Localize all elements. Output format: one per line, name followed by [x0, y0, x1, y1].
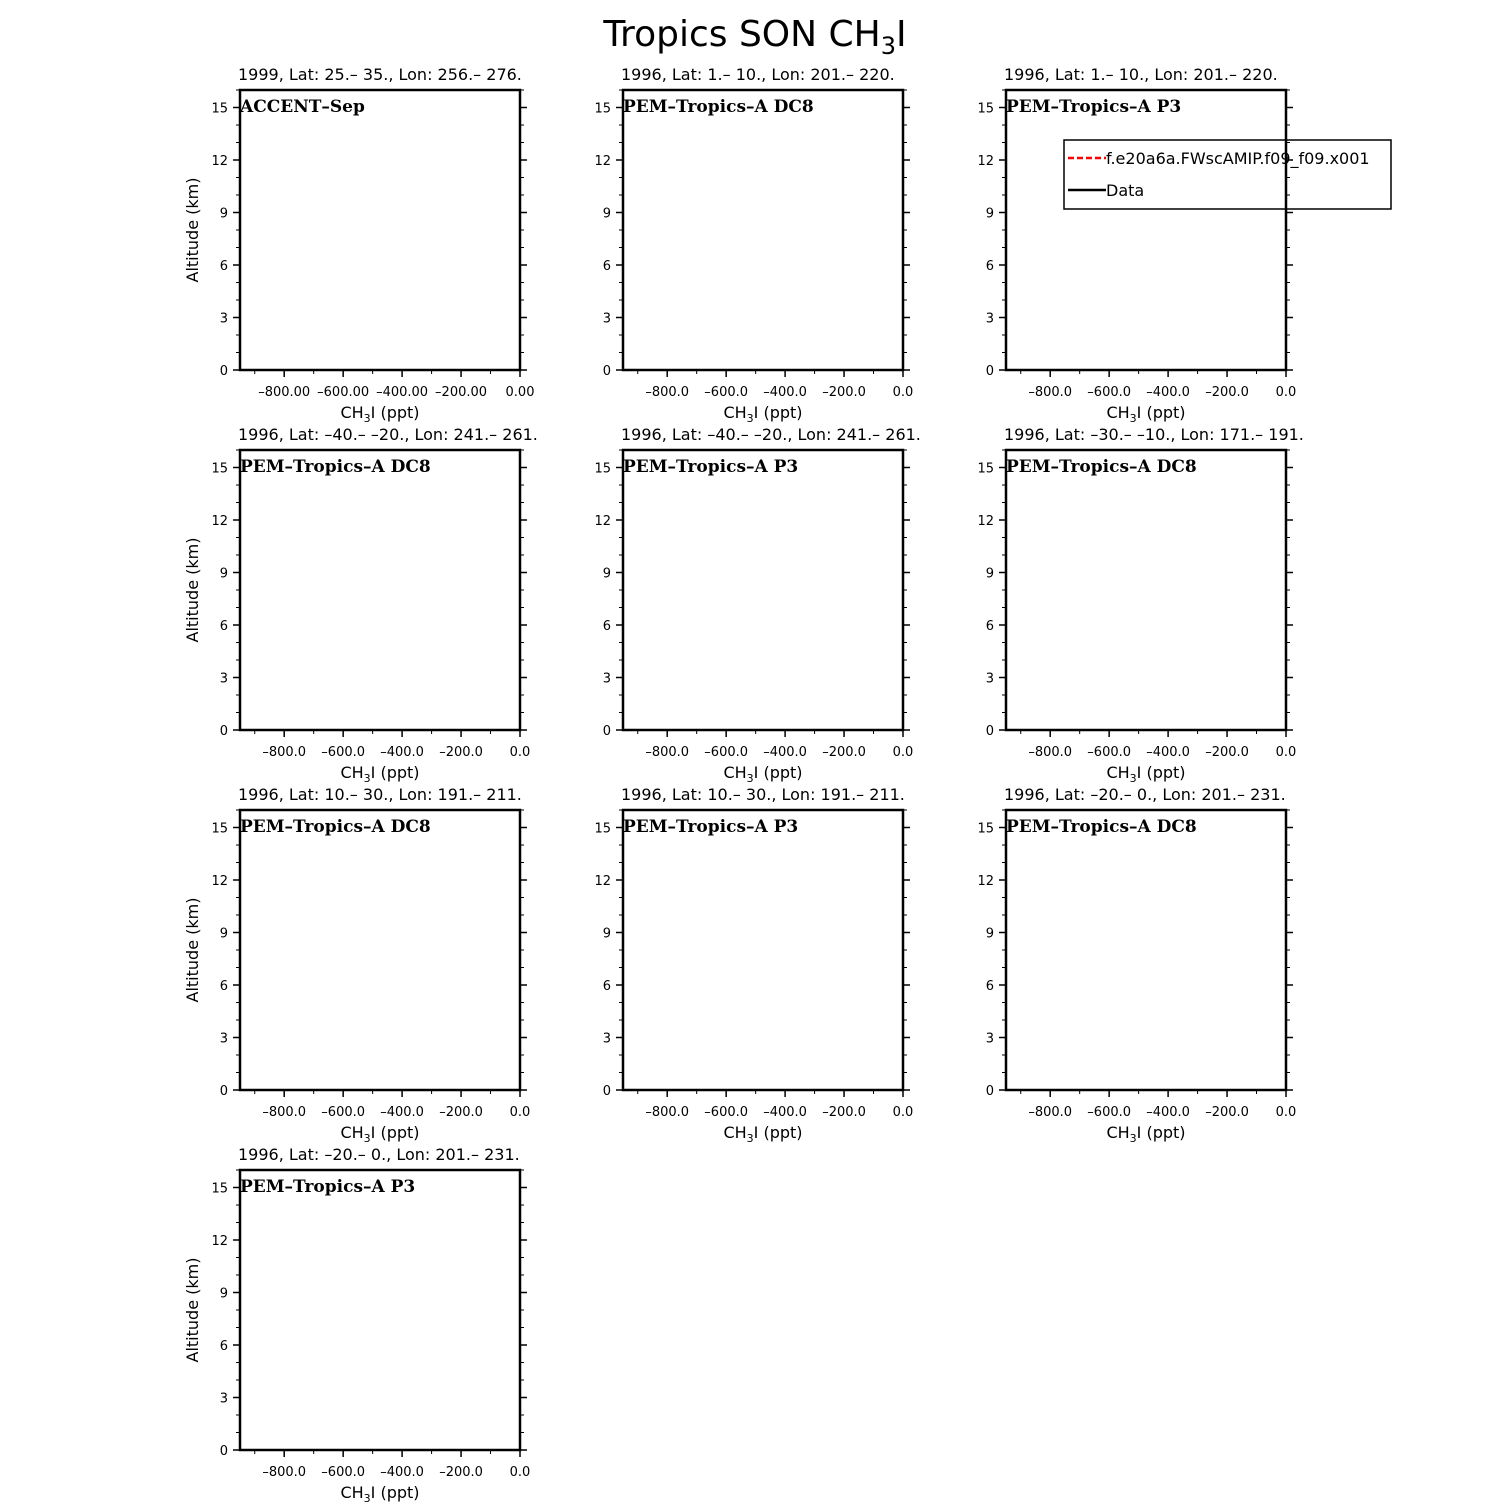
profile-panel [183, 425, 538, 785]
y-tick-label: 0 [985, 364, 994, 379]
y-tick-label: 15 [211, 101, 228, 117]
y-tick-label: 3 [602, 1031, 611, 1047]
panel-header: 1996, Lat: –30.– –10., Lon: 171.– 191. [1004, 425, 1304, 444]
x-tick-label: –200.0 [439, 745, 483, 760]
y-tick-label: 12 [211, 874, 228, 889]
profile-panel [977, 65, 1296, 425]
y-tick-label: 15 [211, 1181, 228, 1197]
x-tick-label: 0.0 [509, 1465, 531, 1480]
profile-panel [594, 785, 913, 1145]
x-tick-label: –800.0 [262, 1105, 307, 1120]
profile-panel [594, 65, 913, 425]
y-tick-label: 12 [977, 874, 994, 889]
panel-header: 1999, Lat: 25.– 35., Lon: 256.– 276. [238, 65, 522, 84]
y-tick-label: 3 [219, 311, 228, 327]
y-tick-label: 9 [602, 926, 611, 942]
x-tick-label: –600.0 [704, 745, 749, 760]
y-tick-label: 3 [219, 1031, 228, 1047]
y-tick-label: 0 [602, 364, 611, 379]
x-tick-label: –800.0 [262, 745, 307, 760]
x-axis-label: $CH_3I$ (ppt) [723, 1123, 803, 1145]
y-tick-label: 15 [594, 461, 611, 477]
plot-frame [1006, 90, 1286, 370]
x-axis-label: $CH_3I$ (ppt) [340, 1123, 420, 1145]
y-tick-label: 6 [219, 259, 228, 274]
y-tick-label: 6 [219, 1339, 228, 1354]
x-tick-label: –800.0 [645, 385, 690, 400]
y-tick-label: 9 [602, 566, 611, 582]
y-tick-label: 9 [602, 206, 611, 222]
x-tick-label: 0.0 [1275, 745, 1297, 760]
x-tick-label: –400.0 [380, 745, 424, 760]
y-tick-label: 3 [602, 671, 611, 687]
campaign-label: PEM–Tropics–A DC8 [1006, 817, 1197, 837]
profile-panel [594, 425, 920, 785]
x-tick-label: –600.0 [1087, 745, 1132, 760]
legend-label: Data [1106, 181, 1145, 200]
y-tick-label: 12 [594, 514, 611, 529]
y-tick-label: 3 [219, 671, 228, 687]
x-tick-label: –600.0 [321, 745, 366, 760]
x-tick-label: 0.0 [892, 745, 914, 760]
x-tick-label: 0.0 [892, 1105, 914, 1120]
x-tick-label: –200.0 [1205, 385, 1249, 400]
x-tick-label: –200.0 [1205, 1105, 1249, 1120]
y-tick-label: 0 [985, 1084, 994, 1099]
y-tick-label: 0 [602, 1084, 611, 1099]
x-tick-label: –800.0 [645, 745, 690, 760]
x-tick-label: –400.0 [380, 1105, 424, 1120]
panel-header: 1996, Lat: 1.– 10., Lon: 201.– 220. [1004, 65, 1278, 84]
y-tick-label: 0 [219, 1084, 228, 1099]
y-tick-label: 9 [985, 926, 994, 942]
x-tick-label: –600.0 [321, 1105, 366, 1120]
x-tick-label: –400.0 [1146, 385, 1190, 400]
y-tick-label: 15 [594, 821, 611, 837]
y-tick-label: 12 [211, 1234, 228, 1249]
x-tick-label: –200.0 [822, 385, 866, 400]
y-tick-label: 6 [985, 619, 994, 634]
campaign-label: PEM–Tropics–A DC8 [240, 817, 431, 837]
x-tick-label: –800.00 [258, 385, 311, 400]
x-tick-label: –800.0 [1028, 385, 1073, 400]
x-tick-label: –600.00 [317, 385, 370, 400]
panel-header: 1996, Lat: –40.– –20., Lon: 241.– 261. [621, 425, 921, 444]
y-tick-label: 15 [977, 821, 994, 837]
plot-frame [1006, 450, 1286, 730]
x-tick-label: –800.0 [1028, 745, 1073, 760]
x-tick-label: –400.0 [1146, 745, 1190, 760]
y-tick-label: 9 [219, 566, 228, 582]
x-tick-label: –400.0 [380, 1465, 424, 1480]
x-axis-label: $CH_3I$ (ppt) [723, 763, 803, 785]
campaign-label: ACCENT–Sep [240, 97, 365, 117]
plot-frame [240, 1170, 520, 1450]
y-tick-label: 6 [985, 259, 994, 274]
x-tick-label: –600.0 [1087, 1105, 1132, 1120]
x-tick-label: 0.0 [509, 1105, 531, 1120]
x-tick-label: –200.0 [439, 1105, 483, 1120]
profile-panel [183, 65, 534, 425]
y-tick-label: 12 [977, 514, 994, 529]
campaign-label: PEM–Tropics–A DC8 [1006, 457, 1197, 477]
panel-header: 1996, Lat: 10.– 30., Lon: 191.– 211. [621, 785, 905, 804]
x-tick-label: –200.0 [439, 1465, 483, 1480]
x-axis-label: $CH_3I$ (ppt) [723, 403, 803, 425]
y-tick-label: 6 [602, 619, 611, 634]
y-tick-label: 15 [977, 101, 994, 117]
y-tick-label: 12 [211, 154, 228, 169]
x-tick-label: –800.0 [1028, 1105, 1073, 1120]
y-tick-label: 0 [602, 724, 611, 739]
y-tick-label: 0 [219, 1444, 228, 1459]
plot-frame [623, 810, 903, 1090]
x-tick-label: 0.00 [505, 385, 535, 400]
x-axis-label: $CH_3I$ (ppt) [1106, 403, 1186, 425]
x-axis-label: $CH_3I$ (ppt) [1106, 763, 1186, 785]
y-tick-label: 15 [211, 461, 228, 477]
y-tick-label: 3 [602, 311, 611, 327]
y-tick-label: 9 [985, 566, 994, 582]
y-tick-label: 3 [985, 311, 994, 327]
y-tick-label: 15 [594, 101, 611, 117]
x-tick-label: –400.0 [763, 385, 807, 400]
y-tick-label: 12 [594, 154, 611, 169]
profile-panel [977, 425, 1303, 785]
y-tick-label: 0 [985, 724, 994, 739]
x-tick-label: 0.0 [892, 385, 914, 400]
x-tick-label: –600.0 [321, 1465, 366, 1480]
panel-header: 1996, Lat: –20.– 0., Lon: 201.– 231. [238, 1145, 520, 1164]
panel-header: 1996, Lat: 10.– 30., Lon: 191.– 211. [238, 785, 522, 804]
y-tick-label: 15 [211, 821, 228, 837]
y-tick-label: 15 [977, 461, 994, 477]
panel-grid [183, 65, 1304, 1505]
campaign-label: PEM–Tropics–A P3 [623, 457, 799, 477]
plot-frame [240, 450, 520, 730]
legend [1064, 140, 1391, 209]
legend-label: f.e20a6a.FWscAMIP.f09_f09.x001 [1106, 149, 1370, 168]
x-tick-label: –400.0 [763, 1105, 807, 1120]
plot-frame [240, 90, 520, 370]
panel-header: 1996, Lat: –40.– –20., Lon: 241.– 261. [238, 425, 538, 444]
x-tick-label: –800.0 [645, 1105, 690, 1120]
panel-header: 1996, Lat: –20.– 0., Lon: 201.– 231. [1004, 785, 1286, 804]
y-axis-label: Altitude (km) [183, 897, 202, 1003]
y-axis-label: Altitude (km) [183, 1257, 202, 1363]
y-tick-label: 12 [977, 154, 994, 169]
profile-panel [183, 1145, 530, 1505]
y-axis-label: Altitude (km) [183, 177, 202, 283]
plot-frame [1006, 810, 1286, 1090]
y-tick-label: 9 [985, 206, 994, 222]
y-tick-label: 6 [219, 979, 228, 994]
x-tick-label: –600.0 [1087, 385, 1132, 400]
y-tick-label: 12 [211, 514, 228, 529]
x-tick-label: –400.00 [376, 385, 429, 400]
x-axis-label: $CH_3I$ (ppt) [340, 1483, 420, 1505]
plot-frame [240, 810, 520, 1090]
x-tick-label: –200.0 [1205, 745, 1249, 760]
y-tick-label: 3 [985, 671, 994, 687]
x-tick-label: –400.0 [763, 745, 807, 760]
y-tick-label: 9 [219, 1286, 228, 1302]
y-tick-label: 9 [219, 926, 228, 942]
x-tick-label: 0.0 [1275, 385, 1297, 400]
y-tick-label: 12 [594, 874, 611, 889]
y-tick-label: 6 [602, 259, 611, 274]
x-axis-label: $CH_3I$ (ppt) [340, 763, 420, 785]
x-tick-label: –800.0 [262, 1465, 307, 1480]
y-tick-label: 3 [985, 1031, 994, 1047]
profile-panel [977, 785, 1296, 1145]
x-tick-label: 0.0 [1275, 1105, 1297, 1120]
campaign-label: PEM–Tropics–A DC8 [240, 457, 431, 477]
y-tick-label: 6 [602, 979, 611, 994]
plot-frame [623, 90, 903, 370]
y-tick-label: 0 [219, 364, 228, 379]
figure-title: Tropics SON $CH_3I$ [603, 14, 907, 60]
campaign-label: PEM–Tropics–A P3 [240, 1177, 416, 1197]
y-tick-label: 3 [219, 1391, 228, 1407]
campaign-label: PEM–Tropics–A DC8 [623, 97, 814, 117]
x-axis-label: $CH_3I$ (ppt) [1106, 1123, 1186, 1145]
x-tick-label: –600.0 [704, 385, 749, 400]
x-tick-label: –200.0 [822, 1105, 866, 1120]
campaign-label: PEM–Tropics–A P3 [1006, 97, 1182, 117]
panel-header: 1996, Lat: 1.– 10., Lon: 201.– 220. [621, 65, 895, 84]
x-tick-label: –400.0 [1146, 1105, 1190, 1120]
x-tick-label: –600.0 [704, 1105, 749, 1120]
y-tick-label: 0 [219, 724, 228, 739]
y-axis-label: Altitude (km) [183, 537, 202, 643]
x-tick-label: 0.0 [509, 745, 531, 760]
y-tick-label: 6 [985, 979, 994, 994]
profile-panel [183, 785, 530, 1145]
y-tick-label: 9 [219, 206, 228, 222]
x-tick-label: –200.0 [822, 745, 866, 760]
x-axis-label: $CH_3I$ (ppt) [340, 403, 420, 425]
campaign-label: PEM–Tropics–A P3 [623, 817, 799, 837]
y-tick-label: 6 [219, 619, 228, 634]
plot-frame [623, 450, 903, 730]
x-tick-label: –200.00 [435, 385, 488, 400]
